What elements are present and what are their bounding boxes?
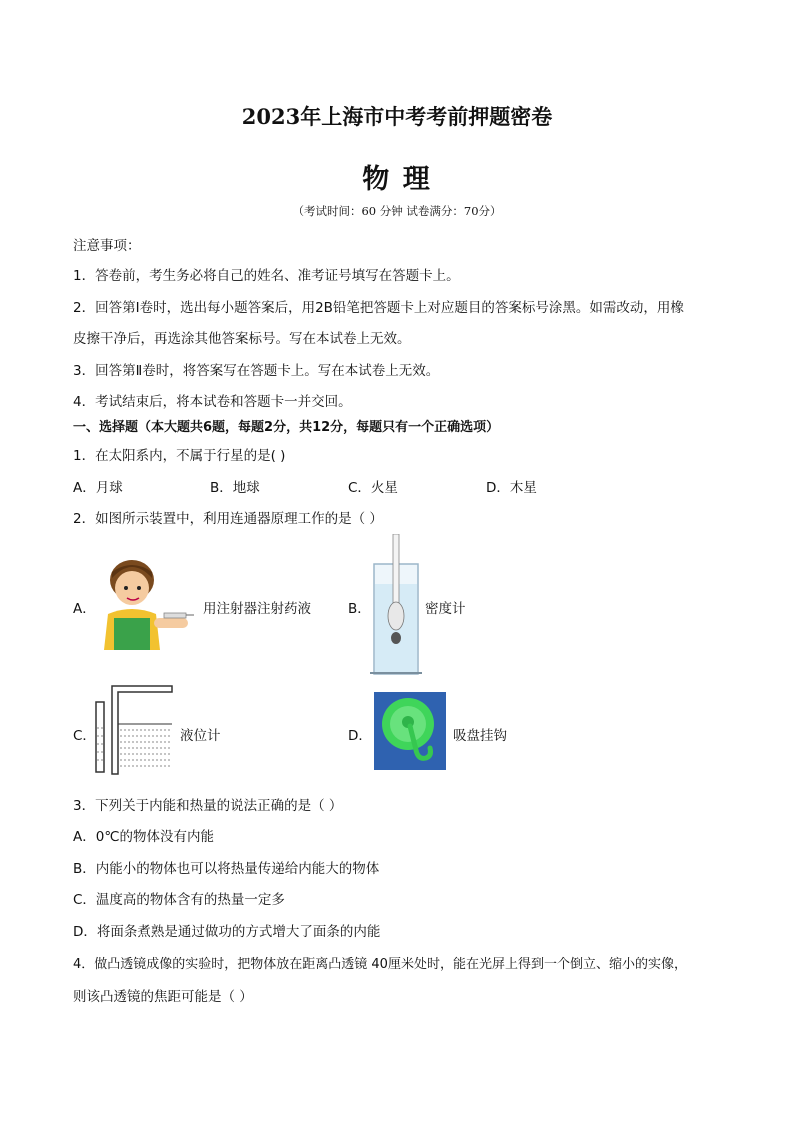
subject-title: 物 理: [362, 164, 432, 195]
q2-option-c-caption: 液位计: [180, 728, 221, 744]
q1-stem: 1．在太阳系内，不属于行星的是( ): [73, 448, 286, 464]
q3-option-a: A．0℃的物体没有内能: [73, 829, 214, 845]
q2-option-d-letter: D．: [348, 728, 372, 744]
q4-stem-line1: 4．做凸透镜成像的实验时，把物体放在距离凸透镜 40厘米处时，能在光屏上得到一个倒立、缩小的实像，: [73, 957, 687, 972]
section-heading: 一、选择题（本大题共6题，每题2分，共12分，每题只有一个正确选项）: [73, 420, 500, 435]
q1-option-c: C．火星: [348, 480, 398, 496]
q2-option-d-caption: 吸盘挂钩: [453, 728, 507, 744]
q4-stem-line2: 则该凸透镜的焦距可能是（ ）: [73, 989, 253, 1005]
q2-option-b-caption: 密度计: [425, 601, 466, 617]
hydrometer-illustration: [370, 534, 422, 676]
q3-option-d: D．将面条煮熟是通过做功的方式增大了面条的内能: [73, 924, 381, 940]
q2-option-a-caption: 用注射器注射药液: [203, 601, 311, 617]
notes-heading: 注意事项：: [73, 238, 141, 254]
exam-meta: （考试时间：60 分钟 试卷满分：70分）: [292, 204, 502, 218]
note-item: 3．回答第Ⅱ卷时，将答案写在答题卡上。写在本试卷上无效。: [73, 363, 440, 379]
q3-stem: 3．下列关于内能和热量的说法正确的是（ ）: [73, 798, 343, 814]
suction-hook-photo: [374, 692, 446, 770]
q3-option-b: B．内能小的物体也可以将热量传递给内能大的物体: [73, 861, 380, 877]
q1-option-d: D．木星: [486, 480, 537, 496]
exam-title: 2023年上海市中考考前押题密卷: [241, 104, 553, 129]
note-item: 1．答卷前，考生务必将自己的姓名、准考证号填写在答题卡上。: [73, 268, 460, 284]
note-item: 4．考试结束后，将本试卷和答题卡一并交回。: [73, 394, 352, 410]
q2-option-a-letter: A．: [73, 601, 96, 617]
q1-option-b: B．地球: [210, 480, 260, 496]
q1-option-a: A．月球: [73, 480, 123, 496]
q3-option-c: C．温度高的物体含有的热量一定多: [73, 892, 285, 908]
q2-option-c-letter: C．: [73, 728, 96, 744]
note-item: 2．回答第Ⅰ卷时，选出每小题答案后，用2B铅笔把答题卡上对应题目的答案标号涂黑。如需改动，用橡: [73, 300, 684, 316]
q2-option-b-letter: B．: [348, 601, 371, 617]
level-gauge-illustration: [94, 684, 174, 776]
q2-stem: 2．如图所示装置中，利用连通器原理工作的是（ ）: [73, 511, 383, 527]
note-item: 皮擦干净后，再选涂其他答案标号。写在本试卷上无效。: [73, 331, 411, 347]
syringe-injection-illustration: [94, 558, 194, 650]
